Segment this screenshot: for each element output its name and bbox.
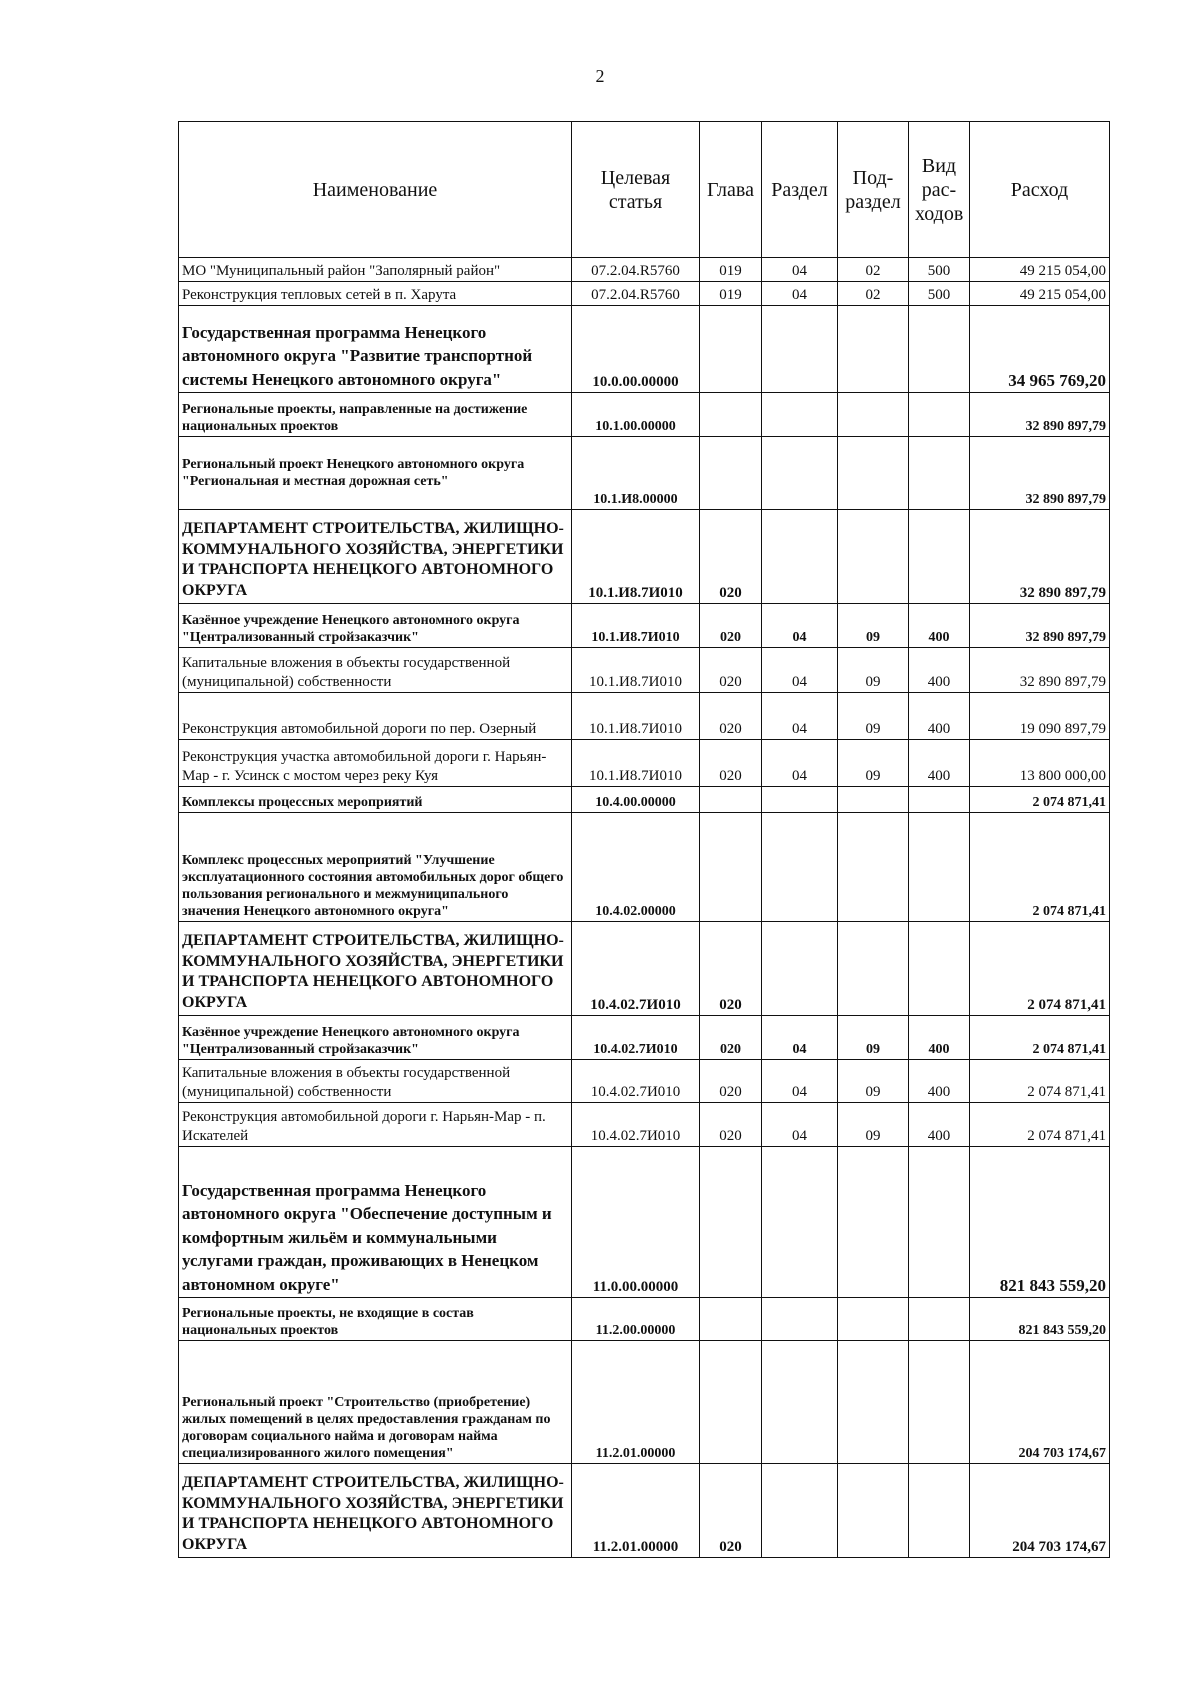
row-section xyxy=(762,813,838,922)
row-name: Капитальные вложения в объекты государственной (муниципальной) собственности xyxy=(179,1060,572,1103)
row-chapter: 020 xyxy=(700,693,762,740)
row-section: 04 xyxy=(762,1103,838,1147)
table-row xyxy=(179,693,1110,740)
row-amount: 821 843 559,20 xyxy=(970,1147,1110,1298)
row-chapter: 019 xyxy=(700,258,762,282)
page-number: 2 xyxy=(595,66,605,86)
row-amount: 32 890 897,79 xyxy=(970,437,1110,510)
row-amount: 2 074 871,41 xyxy=(970,1060,1110,1103)
row-expense-kind: 400 xyxy=(909,1103,970,1147)
row-section: 04 xyxy=(762,1016,838,1060)
row-subsection: 09 xyxy=(838,693,909,740)
row-subsection: 09 xyxy=(838,1016,909,1060)
row-name: ДЕПАРТАМЕНТ СТРОИТЕЛЬСТВА, ЖИЛИЩНО-КОММУНАЛЬНОГО ХОЗЯЙСТВА, ЭНЕРГЕТИКИ И ТРАНСПОРТА НЕНЕЦКОГО АВТОНОМНОГО ОКРУГА xyxy=(179,1464,572,1558)
row-subsection xyxy=(838,922,909,1016)
row-target-article: 10.4.00.00000 xyxy=(572,787,700,813)
row-amount: 32 890 897,79 xyxy=(970,510,1110,604)
row-target-article: 10.1.И8.7И010 xyxy=(572,510,700,604)
row-expense-kind xyxy=(909,922,970,1016)
table-row xyxy=(179,258,1110,282)
table-row xyxy=(179,787,1110,813)
row-target-article: 11.2.00.00000 xyxy=(572,1298,700,1341)
row-name: Региональный проект Ненецкого автономного округа "Региональная и местная дорожная сеть" xyxy=(179,437,572,510)
row-chapter xyxy=(700,1298,762,1341)
row-subsection: 09 xyxy=(838,1103,909,1147)
row-chapter xyxy=(700,813,762,922)
row-name: Региональный проект "Строительство (приобретение) жилых помещений в целях предоставления гражданам по договорам социального найма и договорам найма специализированного жилого помещения" xyxy=(179,1341,572,1464)
row-expense-kind xyxy=(909,1464,970,1558)
row-name: Казённое учреждение Ненецкого автономного округа "Централизованный стройзаказчик" xyxy=(179,604,572,648)
row-target-article: 11.2.01.00000 xyxy=(572,1464,700,1558)
row-chapter: 020 xyxy=(700,1060,762,1103)
row-subsection xyxy=(838,437,909,510)
row-chapter xyxy=(700,306,762,393)
row-target-article: 10.1.И8.7И010 xyxy=(572,604,700,648)
row-section xyxy=(762,393,838,437)
row-expense-kind: 400 xyxy=(909,1016,970,1060)
row-name: Региональные проекты, не входящие в состав национальных проектов xyxy=(179,1298,572,1341)
row-target-article: 10.4.02.7И010 xyxy=(572,1060,700,1103)
row-subsection xyxy=(838,1298,909,1341)
row-subsection xyxy=(838,306,909,393)
row-name: Реконструкция автомобильной дороги г. Нарьян-Мар - п. Искателей xyxy=(179,1103,572,1147)
row-name: Комплекс процессных мероприятий "Улучшение эксплуатационного состояния автомобильных дорог общего пользования регионального и межмуниципального значения Ненецкого автономного округа" xyxy=(179,813,572,922)
table-row xyxy=(179,1147,1110,1298)
row-chapter xyxy=(700,393,762,437)
table-row xyxy=(179,648,1110,693)
row-name: Государственная программа Ненецкого автономного округа "Развитие транспортной системы Ненецкого автономного округа" xyxy=(179,306,572,393)
row-amount: 821 843 559,20 xyxy=(970,1298,1110,1341)
header-chapter: Глава xyxy=(700,122,762,258)
table-row xyxy=(179,510,1110,604)
row-name: Реконструкция автомобильной дороги по пер. Озерный xyxy=(179,693,572,740)
row-section xyxy=(762,1147,838,1298)
row-target-article: 10.1.И8.7И010 xyxy=(572,648,700,693)
row-section xyxy=(762,510,838,604)
header-amount: Расход xyxy=(970,122,1110,258)
row-expense-kind: 400 xyxy=(909,604,970,648)
budget-table xyxy=(178,121,1110,1558)
row-amount: 49 215 054,00 xyxy=(970,282,1110,306)
row-subsection xyxy=(838,510,909,604)
row-section: 04 xyxy=(762,693,838,740)
row-section xyxy=(762,787,838,813)
row-section xyxy=(762,922,838,1016)
row-target-article: 11.2.01.00000 xyxy=(572,1341,700,1464)
table-row xyxy=(179,393,1110,437)
row-amount: 204 703 174,67 xyxy=(970,1464,1110,1558)
header-expense-kind: Вид рас-ходов xyxy=(909,122,970,258)
row-subsection xyxy=(838,813,909,922)
header-subsection: Под-раздел xyxy=(838,122,909,258)
row-target-article: 10.1.00.00000 xyxy=(572,393,700,437)
row-amount: 204 703 174,67 xyxy=(970,1341,1110,1464)
row-amount: 32 890 897,79 xyxy=(970,393,1110,437)
row-subsection: 02 xyxy=(838,258,909,282)
row-section: 04 xyxy=(762,648,838,693)
row-target-article: 07.2.04.R5760 xyxy=(572,258,700,282)
row-amount: 2 074 871,41 xyxy=(970,922,1110,1016)
row-subsection xyxy=(838,787,909,813)
table-row xyxy=(179,922,1110,1016)
row-chapter xyxy=(700,1341,762,1464)
row-amount: 13 800 000,00 xyxy=(970,740,1110,787)
row-target-article: 10.4.02.7И010 xyxy=(572,1103,700,1147)
row-subsection: 09 xyxy=(838,604,909,648)
row-target-article: 11.0.00.00000 xyxy=(572,1147,700,1298)
row-target-article: 07.2.04.R5760 xyxy=(572,282,700,306)
row-section xyxy=(762,437,838,510)
row-expense-kind xyxy=(909,437,970,510)
table-row xyxy=(179,1341,1110,1464)
table-row xyxy=(179,813,1110,922)
row-subsection xyxy=(838,1464,909,1558)
row-section: 04 xyxy=(762,740,838,787)
row-chapter: 020 xyxy=(700,604,762,648)
row-expense-kind xyxy=(909,787,970,813)
row-name: Региональные проекты, направленные на достижение национальных проектов xyxy=(179,393,572,437)
header-section: Раздел xyxy=(762,122,838,258)
row-amount: 19 090 897,79 xyxy=(970,693,1110,740)
header-name: Наименование xyxy=(179,122,572,258)
row-amount: 32 890 897,79 xyxy=(970,648,1110,693)
row-expense-kind: 500 xyxy=(909,258,970,282)
row-name: ДЕПАРТАМЕНТ СТРОИТЕЛЬСТВА, ЖИЛИЩНО-КОММУНАЛЬНОГО ХОЗЯЙСТВА, ЭНЕРГЕТИКИ И ТРАНСПОРТА НЕНЕЦКОГО АВТОНОМНОГО ОКРУГА xyxy=(179,922,572,1016)
row-chapter: 020 xyxy=(700,922,762,1016)
row-section: 04 xyxy=(762,258,838,282)
row-expense-kind xyxy=(909,813,970,922)
table-header-row xyxy=(179,122,1110,258)
row-amount: 49 215 054,00 xyxy=(970,258,1110,282)
table-row xyxy=(179,437,1110,510)
row-expense-kind: 400 xyxy=(909,648,970,693)
row-chapter: 020 xyxy=(700,1464,762,1558)
row-chapter: 020 xyxy=(700,1016,762,1060)
row-name: Государственная программа Ненецкого автономного округа "Обеспечение доступным и комфортным жильём и коммунальными услугами граждан, проживающих в Ненецком автономном округе" xyxy=(179,1147,572,1298)
row-name: Капитальные вложения в объекты государственной (муниципальной) собственности xyxy=(179,648,572,693)
row-expense-kind: 400 xyxy=(909,740,970,787)
row-section xyxy=(762,1464,838,1558)
row-chapter xyxy=(700,437,762,510)
row-section: 04 xyxy=(762,1060,838,1103)
row-subsection: 09 xyxy=(838,1060,909,1103)
row-amount: 2 074 871,41 xyxy=(970,787,1110,813)
table-row xyxy=(179,1060,1110,1103)
row-subsection: 02 xyxy=(838,282,909,306)
row-chapter: 020 xyxy=(700,648,762,693)
row-target-article: 10.4.02.00000 xyxy=(572,813,700,922)
row-target-article: 10.4.02.7И010 xyxy=(572,1016,700,1060)
row-amount: 32 890 897,79 xyxy=(970,604,1110,648)
row-amount: 2 074 871,41 xyxy=(970,1016,1110,1060)
row-chapter: 020 xyxy=(700,510,762,604)
table-row xyxy=(179,1464,1110,1558)
row-section xyxy=(762,1341,838,1464)
row-amount: 34 965 769,20 xyxy=(970,306,1110,393)
row-target-article: 10.0.00.00000 xyxy=(572,306,700,393)
row-expense-kind: 400 xyxy=(909,1060,970,1103)
table-row xyxy=(179,740,1110,787)
row-section xyxy=(762,1298,838,1341)
row-target-article: 10.1.И8.00000 xyxy=(572,437,700,510)
table-row xyxy=(179,1103,1110,1147)
row-name: Реконструкция участка автомобильной дороги г. Нарьян-Мар - г. Усинск с мостом через реку Куя xyxy=(179,740,572,787)
row-target-article: 10.4.02.7И010 xyxy=(572,922,700,1016)
row-amount: 2 074 871,41 xyxy=(970,813,1110,922)
row-chapter: 020 xyxy=(700,1103,762,1147)
row-subsection: 09 xyxy=(838,740,909,787)
row-expense-kind: 400 xyxy=(909,693,970,740)
row-name: Казённое учреждение Ненецкого автономного округа "Централизованный стройзаказчик" xyxy=(179,1016,572,1060)
row-subsection xyxy=(838,393,909,437)
row-section xyxy=(762,306,838,393)
row-chapter: 019 xyxy=(700,282,762,306)
row-expense-kind xyxy=(909,393,970,437)
row-subsection: 09 xyxy=(838,648,909,693)
header-target-article: Целевая статья xyxy=(572,122,700,258)
row-expense-kind: 500 xyxy=(909,282,970,306)
row-expense-kind xyxy=(909,510,970,604)
row-target-article: 10.1.И8.7И010 xyxy=(572,693,700,740)
row-name: Комплексы процессных мероприятий xyxy=(179,787,572,813)
table-row xyxy=(179,306,1110,393)
table-row xyxy=(179,1298,1110,1341)
row-subsection xyxy=(838,1147,909,1298)
row-expense-kind xyxy=(909,1341,970,1464)
table-row xyxy=(179,1016,1110,1060)
row-subsection xyxy=(838,1341,909,1464)
table-row xyxy=(179,282,1110,306)
row-name: МО "Муниципальный район "Заполярный район" xyxy=(179,258,572,282)
row-target-article: 10.1.И8.7И010 xyxy=(572,740,700,787)
row-name: Реконструкция тепловых сетей в п. Харута xyxy=(179,282,572,306)
table-row xyxy=(179,604,1110,648)
row-section: 04 xyxy=(762,604,838,648)
row-chapter xyxy=(700,787,762,813)
row-expense-kind xyxy=(909,1147,970,1298)
row-section: 04 xyxy=(762,282,838,306)
row-chapter: 020 xyxy=(700,740,762,787)
row-amount: 2 074 871,41 xyxy=(970,1103,1110,1147)
row-chapter xyxy=(700,1147,762,1298)
row-expense-kind xyxy=(909,306,970,393)
row-expense-kind xyxy=(909,1298,970,1341)
row-name: ДЕПАРТАМЕНТ СТРОИТЕЛЬСТВА, ЖИЛИЩНО-КОММУНАЛЬНОГО ХОЗЯЙСТВА, ЭНЕРГЕТИКИ И ТРАНСПОРТА НЕНЕЦКОГО АВТОНОМНОГО ОКРУГА xyxy=(179,510,572,604)
